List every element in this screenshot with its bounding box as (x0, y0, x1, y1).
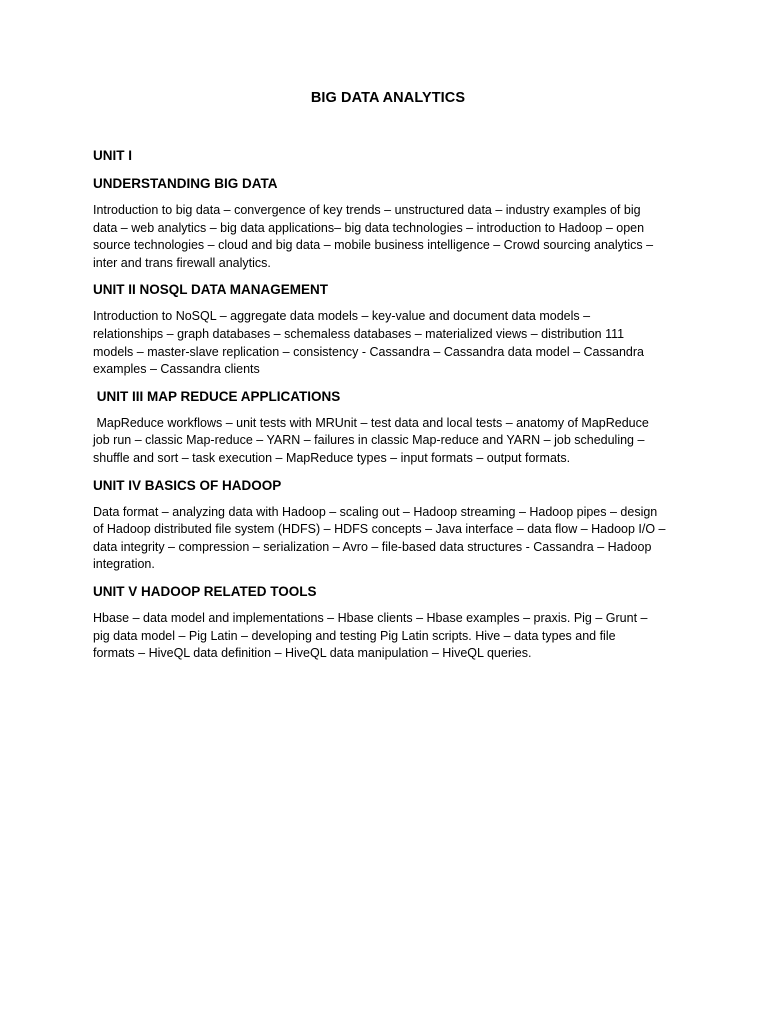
unit-heading: UNDERSTANDING BIG DATA (93, 176, 278, 191)
unit-heading: UNIT III MAP REDUCE APPLICATIONS (93, 388, 341, 404)
unit-section-2 (93, 281, 683, 378)
unit-label: UNIT I (93, 148, 132, 163)
unit-body: Introduction to NoSQL – aggregate data models – key-value and document data models – relationships – graph databases – schemaless databases – materialized views – distribution 111 models – master-slave replication – consistency - Cassandra – Cassandra data model – Cassandra examples – Cassandra clients (93, 309, 644, 377)
unit-body: MapReduce workflows – unit tests with MRUnit – test data and local tests – anatomy of MapReduce job run – classic Map-reduce – YARN – failures in classic Map-reduce and YARN – job scheduling – shuffle and sort – task execution – MapReduce types – input formats – output formats. (93, 415, 649, 465)
unit-section-5 (93, 583, 683, 663)
unit-heading: UNIT IV BASICS OF HADOOP (93, 477, 282, 493)
unit-body: Hbase – data model and implementations – Hbase clients – Hbase examples – praxis. Pig – Grunt – pig data model – Pig Latin – developing and testing Pig Latin scripts. Hive – data types and file formats – HiveQL data definition – HiveQL data manipulation – HiveQL queries. (93, 610, 648, 661)
unit-heading: UNIT II NOSQL DATA MANAGEMENT (93, 282, 328, 298)
unit-section-4 (93, 477, 683, 574)
unit-section-1 (93, 147, 683, 272)
unit-section-3 (93, 388, 683, 468)
document-page (93, 89, 683, 672)
unit-body: Introduction to big data – convergence of key trends – unstructured data – industry examples of big data – web analytics – big data applications– big data technologies – introduction to Hadoop – open source technologies – cloud and big data – mobile business intelligence – Crowd sourcing analytics – inter and trans firewall analytics. (93, 203, 654, 270)
unit-body: Data format – analyzing data with Hadoop – scaling out – Hadoop streaming – Hadoop pipes – design of Hadoop distributed file system (HDFS) – HDFS concepts – Java interface – data flow – Hadoop I/O – data integrity – compression – serialization – Avro – file-based data structures - Cassandra – Hadoop integration. (93, 504, 666, 572)
unit-heading: UNIT V HADOOP RELATED TOOLS (93, 583, 317, 599)
document-title: BIG DATA ANALYTICS (310, 90, 466, 106)
